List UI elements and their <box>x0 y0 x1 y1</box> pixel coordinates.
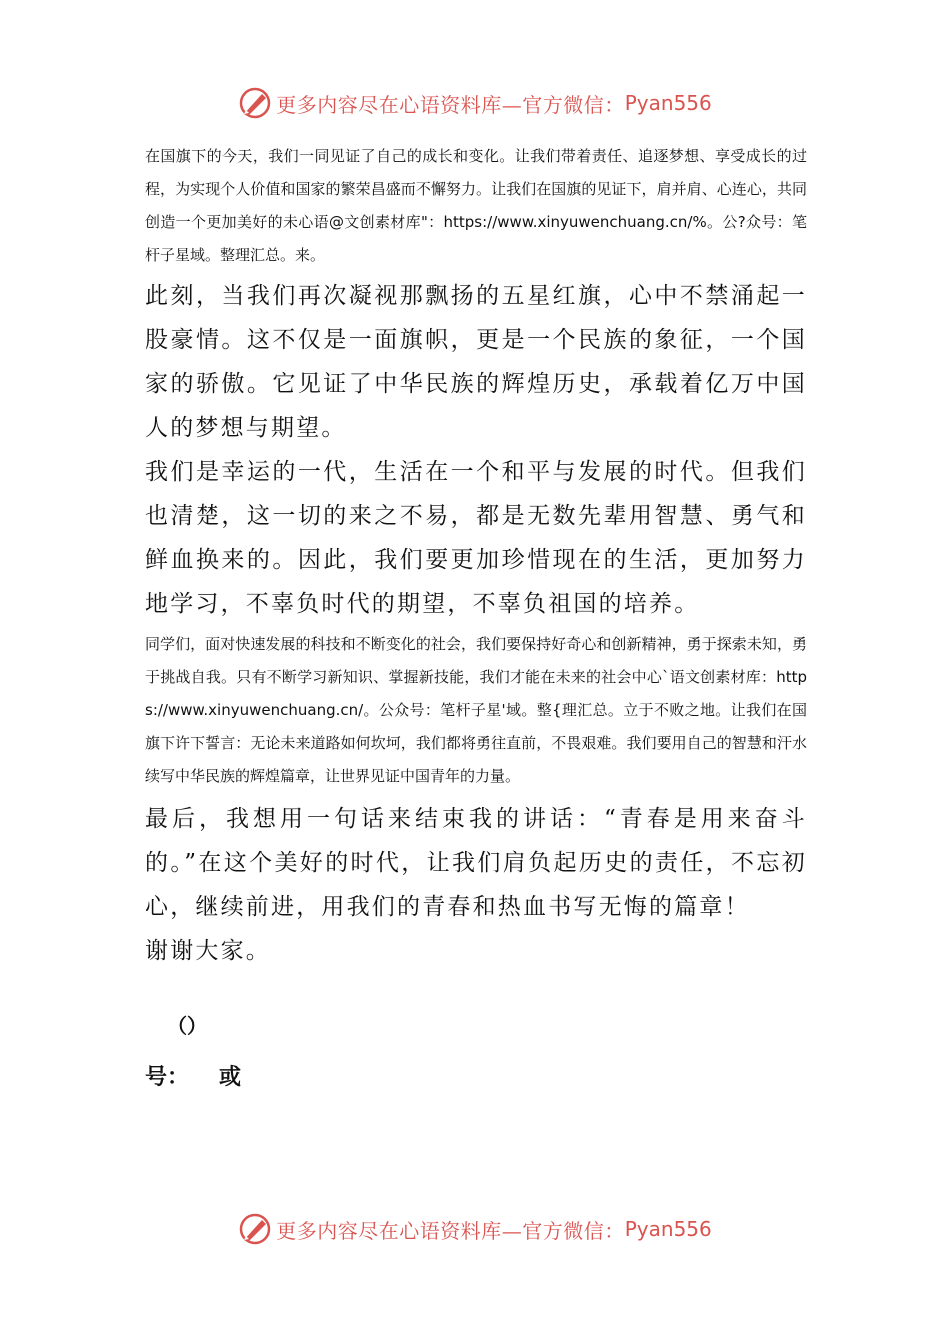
document-body <box>145 140 807 973</box>
pen-logo-icon <box>238 86 272 120</box>
empty-parentheses: （） <box>167 1014 207 1038</box>
footer-wechat-id: Pyan556 <box>624 1217 712 1241</box>
paragraph-generation: 我们是幸运的一代，生活在一个和平与发展的时代。但我们也清楚，这一切的来之不易，都是无数先辈用智慧、勇气和鲜血换来的。因此，我们要更加珍惜现在的生活，更加努力地学习，不辜负时代的期望，不辜负祖国的培养。 <box>145 459 807 617</box>
header-banner-text: 更多内容尽在心语资料库—官方微信： <box>276 92 625 117</box>
footer-banner <box>0 1209 950 1249</box>
footer-banner-text: 更多内容尽在心语资料库—官方微信： <box>276 1218 625 1243</box>
header-wechat-id: Pyan556 <box>624 91 712 115</box>
paragraph-intro: 在国旗下的今天，我们一同见证了自己的成长和变化。让我们带着责任、追逐梦想、享受成长的过程，为实现个人价值和国家的繁荣昌盛而不懈努力。让我们在国旗的见证下，肩并肩、心连心，共同创造一个更加美好的未心语@文创素材库"：https://www.xinyuwenchuang.cn/%。公?众号：笔杆子星域。整理汇总。来。 <box>145 147 807 264</box>
paragraph-thanks: 谢谢大家。 <box>145 938 271 964</box>
paragraph-students: 同学们，面对快速发展的科技和不断变化的社会，我们要保持好奇心和创新精神，勇于探索未知，勇于挑战自我。只有不断学习新知识、掌握新技能，我们才能在未来的社会中心`语文创素材库：https://www.xinyuwenchuang.cn/。公众号：笔杆子星'域。整{理汇总。立于不败之地。让我们在国旗下许下誓言：无论未来道路如何坎坷，我们都将勇往直前，不畏艰难。我们要用自己的智慧和汗水续写中华民族的辉煌篇章，让世界见证中国青年的力量。 <box>145 635 807 785</box>
tail-line <box>145 1060 241 1091</box>
tail-value: 或 <box>219 1064 242 1090</box>
paragraph-closing: 最后，我想用一句话来结束我的讲话：“青春是用来奋斗的。”在这个美好的时代，让我们肩负起历史的责任，不忘初心，继续前进，用我们的青春和热血书写无悔的篇章！ <box>145 806 807 920</box>
paragraph-flag: 此刻，当我们再次凝视那飘扬的五星红旗，心中不禁涌起一股豪情。这不仅是一面旗帜，更是一个民族的象征，一个国家的骄傲。它见证了中华民族的辉煌历史，承载着亿万中国人的梦想与期望。 <box>145 283 807 441</box>
tail-label: 号： <box>145 1064 190 1090</box>
pen-logo-icon <box>238 1212 272 1246</box>
header-banner <box>0 83 950 123</box>
